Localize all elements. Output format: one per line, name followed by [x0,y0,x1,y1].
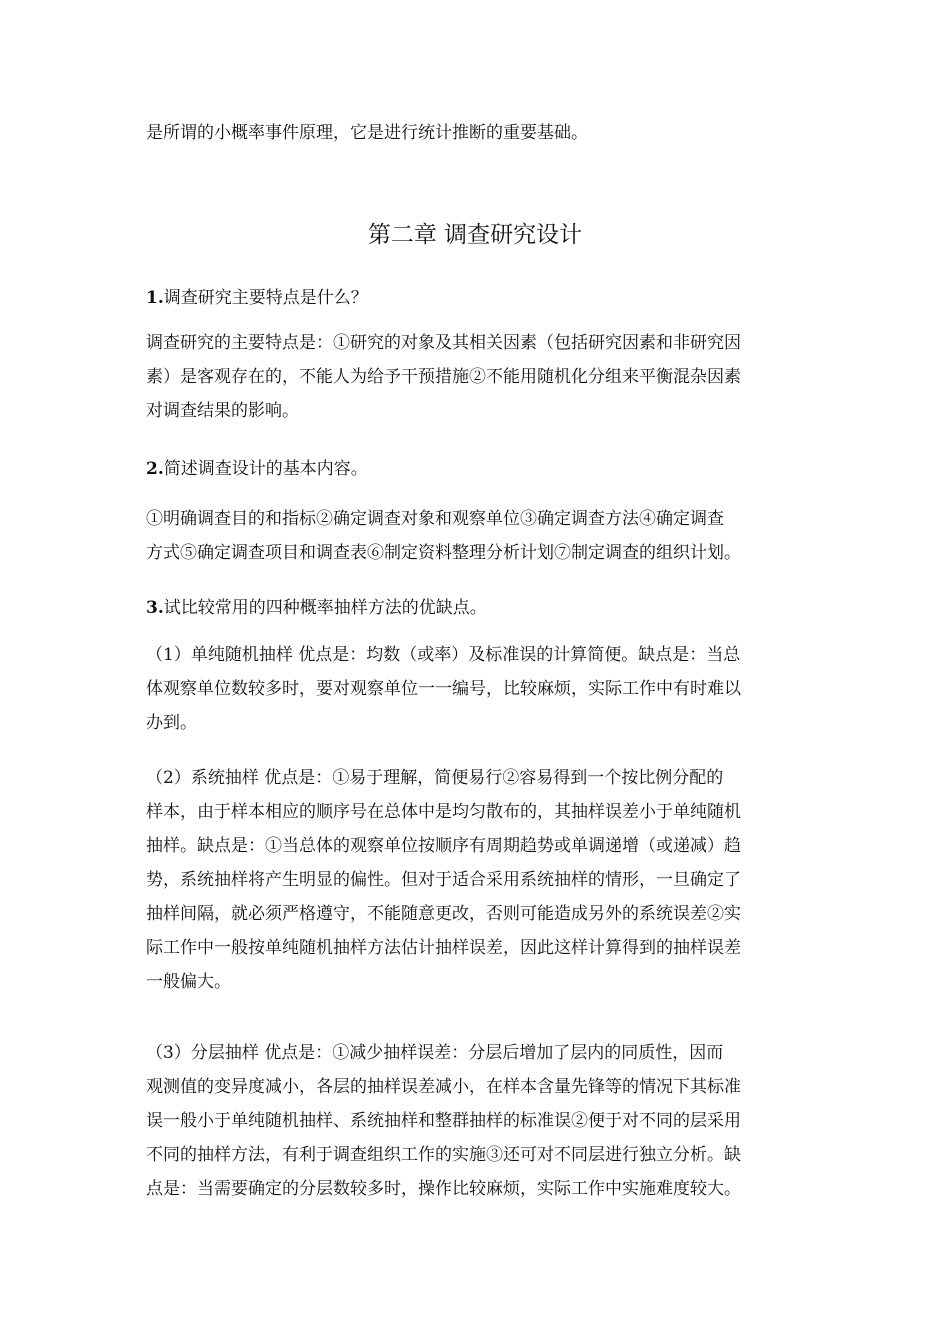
intro-text: 是所谓的小概率事件原理，它是进行统计推断的重要基础。 [146,123,588,143]
question-3-heading [146,591,822,625]
chapter-title: 第二章 调查研究设计 [367,222,583,248]
section-line: 势，系统抽样将产生明显的偏性。但对于适合采用系统抽样的情形，一旦确定了 [146,870,741,890]
section-line: 一般偏大。 [146,972,231,992]
section-line: 抽样。缺点是：①当总体的观察单位按顺序有周期趋势或单调递增（或递减）趋 [146,836,741,856]
section-stratified-sampling [146,1036,822,1206]
section-simple-random-sampling [146,638,822,740]
answer-2-paragraph [146,502,822,570]
question-2-heading [146,452,822,486]
section-line: 点是：当需要确定的分层数较多时，操作比较麻烦，实际工作中实施难度较大。 [146,1179,741,1199]
answer-1-line: 素）是客观存在的，不能人为给予干预措施②不能用随机化分组来平衡混杂因素 [146,367,741,387]
section-line: 办到。 [146,713,197,733]
section-line: （3）分层抽样 优点是：①减少抽样误差：分层后增加了层内的同质性，因而 [146,1043,724,1063]
question-3-number: 3. [146,598,164,618]
question-3-text: 试比较常用的四种概率抽样方法的优缺点。 [163,598,487,618]
answer-1-line: 对调查结果的影响。 [146,401,299,421]
question-1-heading [146,281,822,315]
section-line: 抽样间隔，就必须严格遵守，不能随意更改，否则可能造成另外的系统误差②实 [146,904,741,924]
answer-2-line: ①明确调查目的和指标②确定调查对象和观察单位③确定调查方法④确定调查 [146,509,724,529]
question-2-number: 2. [146,459,164,479]
section-line: （1）单纯随机抽样 优点是：均数（或率）及标准误的计算简便。缺点是：当总 [146,645,741,665]
section-line: 误一般小于单纯随机抽样、系统抽样和整群抽样的标准误②便于对不同的层采用 [146,1111,741,1131]
section-line: 观测值的变异度减小，各层的抽样误差减小，在样本含量先锋等的情况下其标准 [146,1077,741,1097]
section-line: 际工作中一般按单纯随机抽样方法估计抽样误差，因此这样计算得到的抽样误差 [146,938,741,958]
section-line: 体观察单位数较多时，要对观察单位一一编号，比较麻烦，实际工作中有时难以 [146,679,741,699]
question-2-text: 简述调查设计的基本内容。 [163,459,368,479]
question-1-text: 调查研究主要特点是什么？ [163,288,368,308]
answer-1-line: 调查研究的主要特点是：①研究的对象及其相关因素（包括研究因素和非研究因 [146,333,741,353]
section-line: （2）系统抽样 优点是：①易于理解，简便易行②容易得到一个按比例分配的 [146,768,724,788]
question-1-number: 1. [146,288,164,308]
section-systematic-sampling [146,761,822,999]
answer-2-line: 方式⑤确定调查项目和调查表⑥制定资料整理分析计划⑦制定调查的组织计划。 [146,543,741,563]
section-line: 样本，由于样本相应的顺序号在总体中是均匀散布的，其抽样误差小于单纯随机 [146,802,741,822]
answer-1-paragraph [146,326,822,428]
section-line: 不同的抽样方法，有利于调查组织工作的实施③还可对不同层进行独立分析。缺 [146,1145,741,1165]
intro-paragraph [146,116,822,150]
